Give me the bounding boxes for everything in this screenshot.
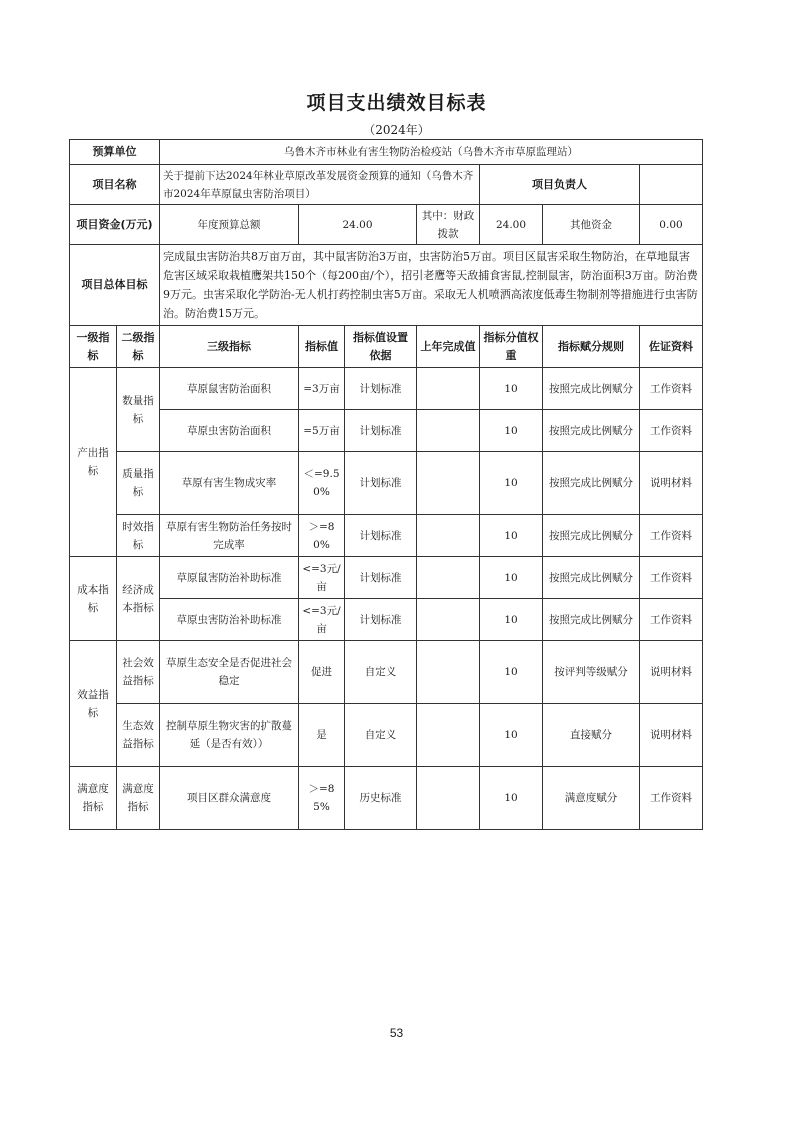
evidence-material: 工作资料 — [640, 515, 703, 557]
prev-year-value — [417, 410, 480, 452]
table-row — [70, 368, 703, 410]
scoring-rule: 直接赋分 — [543, 704, 640, 767]
evidence-material: 工作资料 — [640, 767, 703, 830]
prev-year-value — [417, 515, 480, 557]
scoring-rule: 按照完成比例赋分 — [543, 599, 640, 641]
level2-indicator: 质量指标 — [117, 452, 160, 515]
evidence-material: 说明材料 — [640, 641, 703, 704]
indicator-value: =3万亩 — [299, 368, 345, 410]
scoring-rule: 按照完成比例赋分 — [543, 452, 640, 515]
evidence-material: 工作资料 — [640, 557, 703, 599]
indicator-weight: 10 — [480, 410, 543, 452]
indicator-value: <=3元/亩 — [299, 557, 345, 599]
indicator-value: ＞=85% — [299, 767, 345, 830]
level3-indicator: 项目区群众满意度 — [160, 767, 299, 830]
header-level2: 二级指标 — [117, 326, 160, 368]
scoring-rule: 满意度赋分 — [543, 767, 640, 830]
scoring-rule: 按评判等级赋分 — [543, 641, 640, 704]
project-name-label: 项目名称 — [70, 165, 160, 205]
level3-indicator: 草原虫害防治面积 — [160, 410, 299, 452]
evidence-material: 工作资料 — [640, 410, 703, 452]
budget-year: （2024年） — [363, 123, 430, 137]
level2-indicator: 社会效益指标 — [117, 641, 160, 704]
scoring-rule: 按照完成比例赋分 — [543, 557, 640, 599]
scoring-rule: 按照完成比例赋分 — [543, 410, 640, 452]
overall-goal-text: 完成鼠虫害防治共8万亩万亩，其中鼠害防治3万亩，虫害防治5万亩。项目区鼠害采取生物防治，在草地鼠害危害区域采取栽植鹰架共150个（每200亩/个），招引老鹰等天敌捕食害鼠,控制鼠害，防治面积3万亩。防治费9万元。虫害采取化学防治-无人机打药控制虫害5万亩。采取无人机喷洒高浓度低毒生物制剂等措施进行虫害防治。防治费15万元。 — [160, 245, 703, 326]
page-title: 项目支出绩效目标表 — [306, 92, 487, 114]
indicator-value: <=3元/亩 — [299, 599, 345, 641]
other-funds-label: 其他资金 — [543, 205, 640, 245]
indicator-value: 促进 — [299, 641, 345, 704]
header-level3: 三级指标 — [160, 326, 299, 368]
level2-indicator: 生态效益指标 — [117, 704, 160, 767]
table-row — [70, 515, 703, 557]
page-number: 53 — [389, 1026, 404, 1040]
table-row — [70, 410, 703, 452]
indicator-basis: 自定义 — [345, 641, 417, 704]
fiscal-allocation-label: 其中：财政拨款 — [417, 205, 480, 245]
prev-year-value — [417, 557, 480, 599]
level1-indicator: 效益指标 — [70, 641, 117, 767]
indicator-value: ＜=9.50% — [299, 452, 345, 515]
table-row — [70, 704, 703, 767]
fiscal-allocation-value: 24.00 — [480, 205, 543, 245]
project-leader-label: 项目负责人 — [480, 165, 640, 205]
header-weight: 指标分值权重 — [480, 326, 543, 368]
indicator-basis: 自定义 — [345, 704, 417, 767]
evidence-material: 工作资料 — [640, 368, 703, 410]
level3-indicator: 草原鼠害防治面积 — [160, 368, 299, 410]
level2-indicator: 经济成本指标 — [117, 557, 160, 641]
scoring-rule: 按照完成比例赋分 — [543, 515, 640, 557]
evidence-material: 说明材料 — [640, 704, 703, 767]
level3-indicator: 控制草原生物灾害的扩散蔓延（是否有效）） — [160, 704, 299, 767]
prev-year-value — [417, 368, 480, 410]
indicator-value: 是 — [299, 704, 345, 767]
table-row — [70, 767, 703, 830]
level1-indicator: 成本指标 — [70, 557, 117, 641]
prev-year-value — [417, 599, 480, 641]
level3-indicator: 草原有害生物成灾率 — [160, 452, 299, 515]
scoring-rule: 按照完成比例赋分 — [543, 368, 640, 410]
indicator-basis: 计划标准 — [345, 368, 417, 410]
level1-indicator: 满意度指标 — [70, 767, 117, 830]
prev-year-value — [417, 767, 480, 830]
indicator-basis: 计划标准 — [345, 599, 417, 641]
indicator-weight: 10 — [480, 368, 543, 410]
funds-label: 项目资金(万元) — [70, 205, 160, 245]
table-row — [70, 599, 703, 641]
indicator-weight: 10 — [480, 599, 543, 641]
evidence-material: 说明材料 — [640, 452, 703, 515]
header-level1: 一级指标 — [70, 326, 117, 368]
header-prev-year: 上年完成值 — [417, 326, 480, 368]
indicator-weight: 10 — [480, 767, 543, 830]
table-row — [70, 452, 703, 515]
prev-year-value — [417, 704, 480, 767]
prev-year-value — [417, 641, 480, 704]
indicator-basis: 计划标准 — [345, 410, 417, 452]
level3-indicator: 草原有害生物防治任务按时完成率 — [160, 515, 299, 557]
indicator-value: =5万亩 — [299, 410, 345, 452]
header-evidence: 佐证资料 — [640, 326, 703, 368]
indicator-basis: 历史标准 — [345, 767, 417, 830]
indicator-weight: 10 — [480, 452, 543, 515]
indicator-basis: 计划标准 — [345, 452, 417, 515]
header-value: 指标值 — [299, 326, 345, 368]
annual-budget-value: 24.00 — [299, 205, 417, 245]
indicator-weight: 10 — [480, 557, 543, 599]
overall-goal-label: 项目总体目标 — [70, 245, 160, 326]
other-funds-value: 0.00 — [640, 205, 703, 245]
indicator-basis: 计划标准 — [345, 515, 417, 557]
level2-indicator: 数量指标 — [117, 368, 160, 452]
unit-value: 乌鲁木齐市林业有害生物防治检疫站（乌鲁木齐市草原监理站） — [160, 140, 703, 165]
level3-indicator: 草原生态安全是否促进社会稳定 — [160, 641, 299, 704]
header-rule: 指标赋分规则 — [543, 326, 640, 368]
project-leader-value — [640, 165, 703, 205]
indicator-weight: 10 — [480, 704, 543, 767]
level1-indicator: 产出指标 — [70, 368, 117, 557]
evidence-material: 工作资料 — [640, 599, 703, 641]
project-name-value: 关于提前下达2024年林业草原改革发展资金预算的通知（乌鲁木齐市2024年草原鼠虫害防治项目） — [160, 165, 480, 205]
annual-budget-label: 年度预算总额 — [160, 205, 299, 245]
indicator-basis: 计划标准 — [345, 557, 417, 599]
level3-indicator: 草原虫害防治补助标准 — [160, 599, 299, 641]
table-row — [70, 557, 703, 599]
level2-indicator: 时效指标 — [117, 515, 160, 557]
unit-label: 预算单位 — [70, 140, 160, 165]
header-basis: 指标值设置依据 — [345, 326, 417, 368]
prev-year-value — [417, 452, 480, 515]
level3-indicator: 草原鼠害防治补助标准 — [160, 557, 299, 599]
table-row — [70, 641, 703, 704]
level2-indicator: 满意度指标 — [117, 767, 160, 830]
indicator-weight: 10 — [480, 641, 543, 704]
indicator-weight: 10 — [480, 515, 543, 557]
indicator-value: ＞=80% — [299, 515, 345, 557]
performance-target-table — [69, 139, 703, 830]
